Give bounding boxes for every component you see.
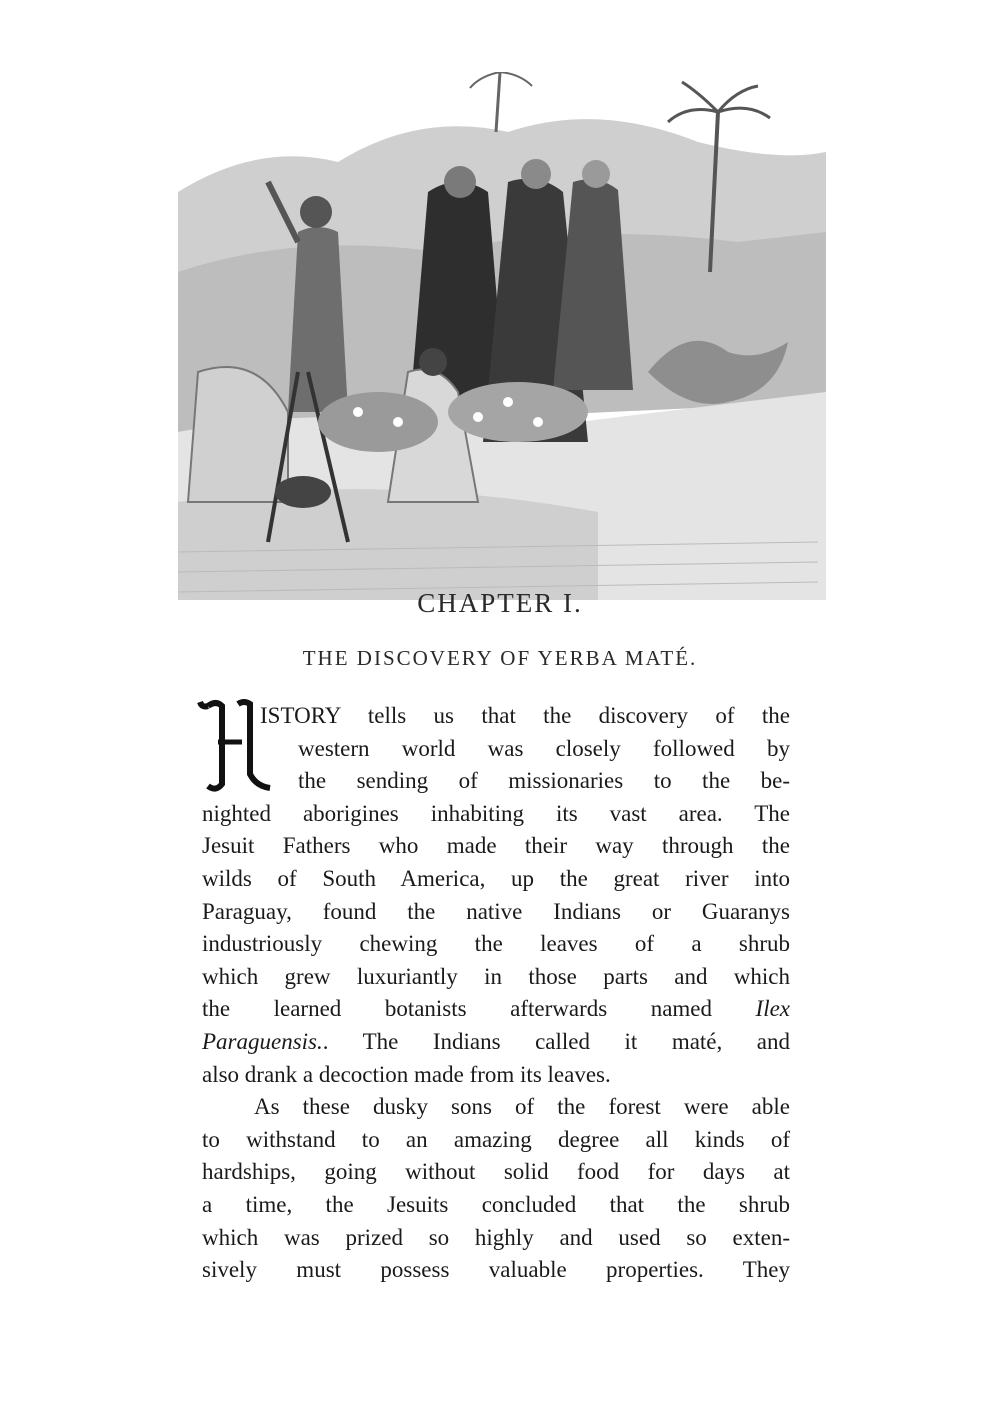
text-line: also drank a decoction made from its leaves. (202, 1061, 611, 1087)
chapter-title: THE DISCOVERY OF YERBA MATÉ. (302, 646, 698, 670)
text-line: Jesuit Fathers who made their way through the (202, 833, 790, 859)
text-line: hardships, going without solid food for days at (202, 1159, 790, 1185)
dropcap-h-icon (194, 698, 272, 794)
text-line: which was prized so highly and used so exten- (202, 1224, 790, 1250)
text-line: ISTORY tells us that the discovery of the (260, 703, 790, 728)
text-line: to withstand to an amazing degree all kinds of (202, 1126, 790, 1152)
text-segment: . The Indians called it maté, and (322, 1028, 790, 1054)
text-line: a time, the Jesuits concluded that the shrub (202, 1191, 790, 1217)
engraving-missionaries-icon (178, 72, 826, 600)
body-text (202, 700, 790, 1287)
chapter-heading: CHAPTER I. (417, 588, 583, 618)
text-line: which grew luxuriantly in those parts and which (202, 963, 790, 989)
text-line: wilds of South America, up the great river into (202, 865, 790, 891)
text-line: As these dusky sons of the forest were able (254, 1094, 790, 1120)
latin-name: Paraguensis. (202, 1028, 323, 1054)
frontispiece-illustration (178, 72, 826, 600)
text-line: western world was closely followed by (298, 735, 790, 761)
text-line: industriously chewing the leaves of a shrub (202, 931, 790, 957)
text-line: Paraguay, found the native Indians or Guaranys (202, 898, 790, 924)
text-line: sively must possess valuable properties. They (202, 1257, 790, 1283)
text-segment: the learned botanists afterwards named (202, 996, 713, 1022)
text-line: the sending of missionaries to the be- (298, 768, 790, 794)
text-line (202, 1026, 790, 1059)
text-line (202, 993, 790, 1026)
latin-name: Ilex (755, 996, 791, 1022)
text-line: nighted aborigines inhabiting its vast area. The (202, 800, 790, 826)
